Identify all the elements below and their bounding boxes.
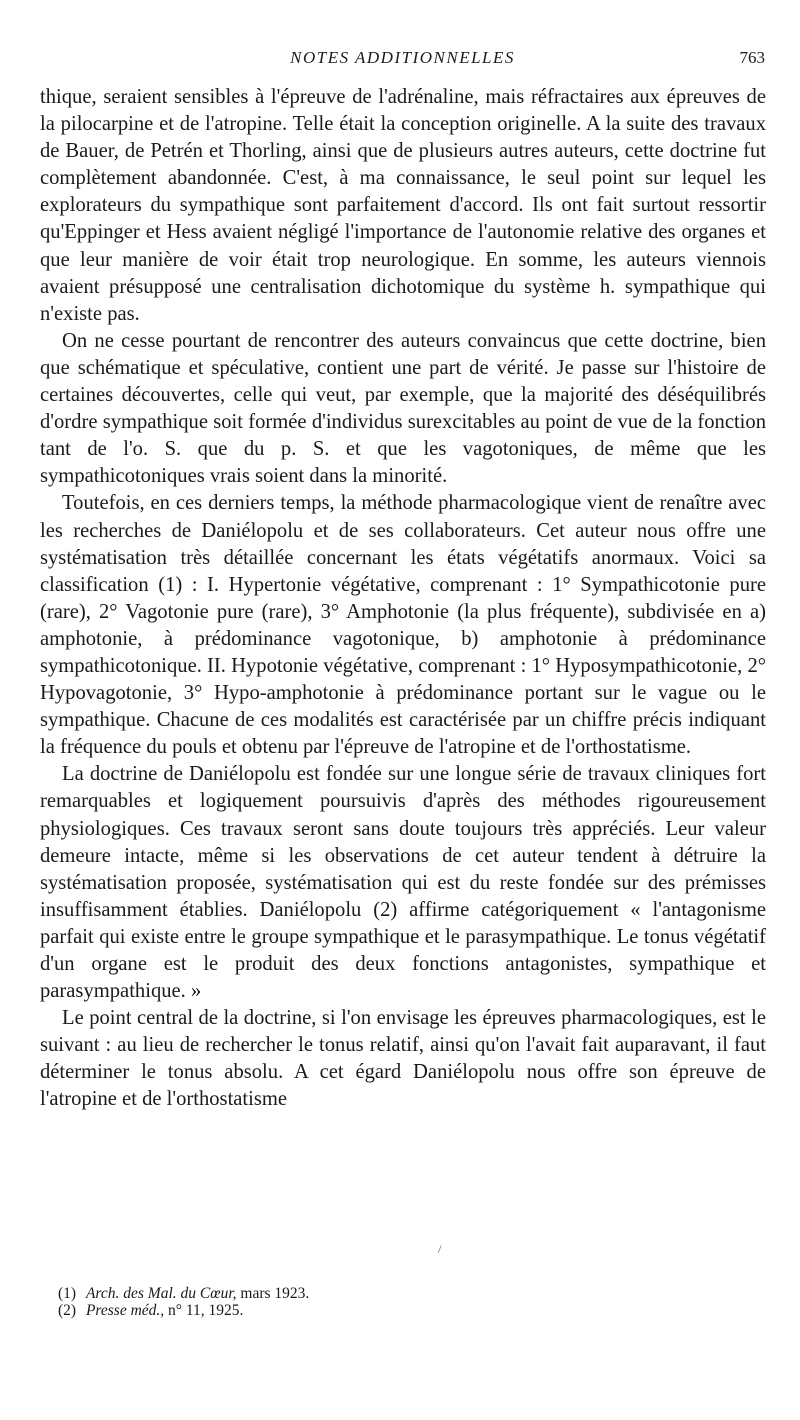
paragraph: On ne cesse pourtant de rencontrer des auteurs convaincus que cette doctrine, bien que schématique et spéculative, contient une part de vérité. Je passe sur l'histoire de certaines découvertes, celle qui veut, par exemple, que la majorité des déséquilibrés d'ordre sympathique soit formée d'individus surexcitables au point de vue de la fonction tant de l'o. S. que du p. S. et que les vagotoniques, de même que les sympathicotoniques vrais soient dans la minorité.	[40, 329, 766, 488]
footnote-journal: Presse méd.,	[85, 1302, 165, 1319]
footnote-number: (1)	[58, 1285, 77, 1302]
running-title: NOTES ADDITIONNELLES	[290, 48, 515, 67]
footnote-number: (2)	[58, 1302, 77, 1319]
footnote-detail: mars 1923.	[240, 1285, 310, 1302]
page-number: 763	[739, 48, 765, 67]
paragraph: Le point central de la doctrine, si l'on envisage les épreuves pharmacologiques, est le suivant : au lieu de rechercher le tonus relatif, ainsi qu'on l'avait fait auparavant, il faut déterminer le tonus absolu. A cet égard Daniélopolu nous offre son épreuve de l'atropine et de l'orthostatisme	[40, 1007, 766, 1111]
paragraph: La doctrine de Daniélopolu est fondée sur une longue série de travaux cliniques fort remarquables et logiquement poursuivis d'après des méthodes rigoureusement physiologiques. Ces travaux seront sans doute toujours très appréciés. Leur valeur demeure intacte, même si les observations de cet auteur tendent à détruire la systématisation proposée, systématisation qui est du reste fondée sur des prémisses insuffisamment établies. Daniélopolu (2) affirme catégoriquement « l'antagonisme parfait qui existe entre le groupe sympathique et le parasympathique. Le tonus végétatif d'un organe est le produit des deux fonctions antagonistes, sympathique et parasympathique. »	[40, 763, 766, 1003]
footnote-journal: Arch. des Mal. du Cœur,	[85, 1285, 237, 1302]
footnote	[58, 1285, 658, 1302]
footnote	[58, 1302, 658, 1319]
running-head	[40, 48, 765, 72]
footnote-detail: n° 11, 1925.	[168, 1302, 244, 1319]
stray-mark: /	[438, 1242, 442, 1256]
paragraph: Toutefois, en ces derniers temps, la méthode pharmacologique vient de renaître avec les recherches de Daniélopolu et de ses collaborateurs. Cet auteur nous offre une systématisation très détaillée concernant les états végétatifs anormaux. Voici sa classification (1) : I. Hypertonie végétative, comprenant : 1° Sympathicotonie pure (rare), 2° Vagotonie pure (rare), 3° Amphotonie (la plus fréquente), subdivisée en a) amphotonie, à prédominance vagotonique, b) amphotonie à prédominance sympathicotonique. II. Hypotonie végétative, comprenant : 1° Hyposympathicotonie, 2° Hypovagotonie, 3° Hypo-amphotonie à prédominance portant sur le vague ou le sympathique. Chacune de ces modalités est caractérisée par un chiffre précis indiquant la fréquence du pouls et obtenu par l'épreuve de l'atropine et de l'orthostatisme.	[40, 492, 766, 759]
paragraph: thique, seraient sensibles à l'épreuve de l'adrénaline, mais réfractaires aux épreuves de la pilocarpine et de l'atropine. Telle était la conception originelle. A la suite des travaux de Bauer, de Petrén et Thorling, ainsi que de plusieurs autres auteurs, cette doctrine fut complètement abandonnée. C'est, à ma connaissance, le seul point sur lequel les explorateurs du sympathique sont parfaitement d'accord. Ils ont fait surtout ressortir qu'Eppinger et Hess avaient négligé l'importance de l'autonomie relative des organes et que leur manière de voir était trop neurologique. En somme, les auteurs viennois avaient présupposé une centralisation dichotomique du système h. sympathique qui n'existe pas.	[40, 86, 766, 325]
body-text	[40, 84, 766, 1114]
footnotes	[58, 1285, 658, 1319]
